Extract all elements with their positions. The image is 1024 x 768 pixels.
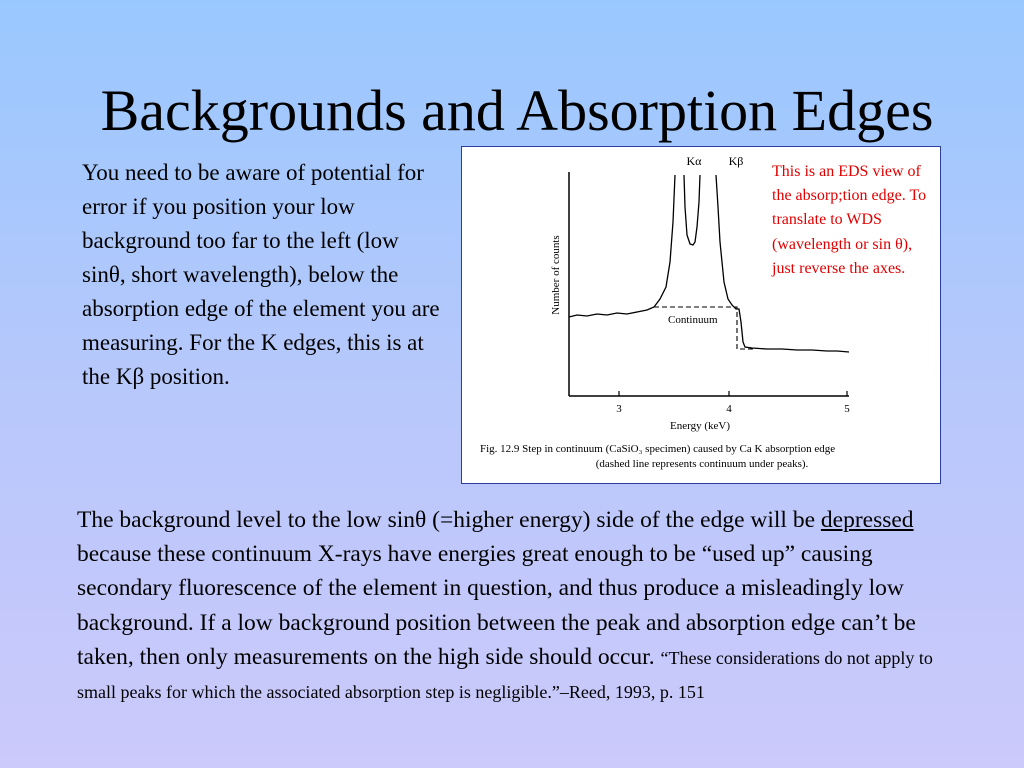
bottom-paragraph: [77, 503, 957, 708]
left-paragraph: You need to be aware of potential for error if you position your low background too far to the left (low sinθ, short wavelength), below the absorption edge of the element you are measuring. For the K edges, this is at the Kβ position.: [82, 160, 440, 389]
x-tick-label-4: 4: [726, 403, 732, 415]
x-tick-label-5: 5: [844, 403, 850, 415]
bottom-text-after: because these continuum X-rays have energies great enough to be “used up” causing secondary fluorescence of the element in question, and thus produce a misleadingly low background. If a low background position between the peak and absorption edge can’t be taken, then only measurements on the high side should occur.: [77, 541, 916, 670]
eds-note: This is an EDS view of the absorp;tion edge. To translate to WDS (wavelength or sin θ), just reverse the axes.: [772, 163, 927, 277]
x-tick-label-3: 3: [616, 403, 622, 415]
x-axis-label: Energy (keV): [670, 420, 730, 432]
reed-quote: “These considerations do not apply to small peaks for which the associated absorption step is negligible.”–Reed, 1993, p. 151: [77, 647, 933, 703]
bottom-text-before: The background level to the low sinθ (=higher energy) side of the edge will be: [77, 507, 821, 533]
figure-caption-line2: (dashed line represents continuum under peaks).: [595, 458, 809, 470]
slide-title: Backgrounds and Absorption Edges: [100, 78, 934, 143]
peak-label-kbeta: Kβ: [728, 154, 744, 168]
figure-caption-line1: Fig. 12.9 Step in continuum (CaSiO₃ specimen) caused by Ca K absorption edge: [480, 443, 836, 455]
peak-label-kalpha: Kα: [686, 154, 702, 168]
y-axis-label: Number of counts: [550, 235, 562, 315]
underlined-word: depressed: [820, 507, 914, 533]
continuum-label: Continuum: [668, 314, 718, 326]
